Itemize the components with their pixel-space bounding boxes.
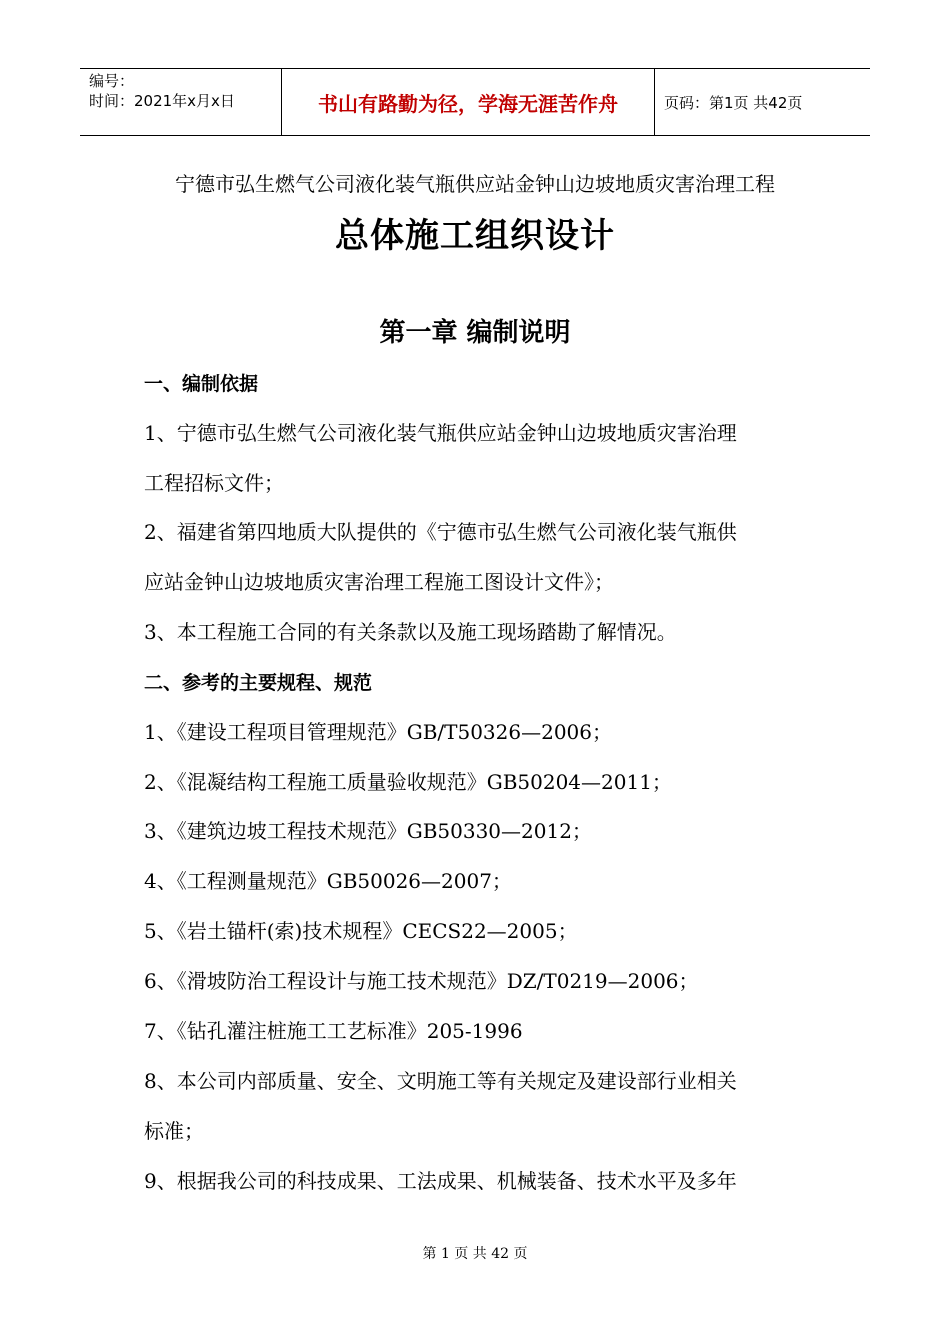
header-motto: 书山有路勤为径，学海无涯苦作舟 [281,69,655,135]
paragraph-line: 工程招标文件； [144,471,284,495]
standard-item: 1、《建设工程项目管理规范》GB/T50326—2006； [144,720,612,744]
header-page-info: 页码：第1页 共42页 [664,94,803,112]
page-footer: 第 1 页 共 42 页 [422,1246,528,1262]
standard-item: 4、《工程测量规范》GB50026—2007； [144,869,512,893]
paragraph-line: 2、福建省第四地质大队提供的《宁德市弘生燃气公司液化装气瓶供 [144,520,737,544]
project-name: 宁德市弘生燃气公司液化装气瓶供应站金钟山边坡地质灾害治理工程 [175,172,775,196]
section-heading-standards: 二、参考的主要规程、规范 [144,672,373,694]
header-meta-cell [80,69,281,135]
page-header-table [80,68,870,136]
paragraph-line: 应站金钟山边坡地质灾害治理工程施工图设计文件》； [144,570,614,594]
section-heading-basis: 一、编制依据 [144,373,259,395]
standard-item: 标准； [144,1119,204,1143]
document-title: 总体施工组织设计 [335,216,615,256]
standard-item: 7、《钻孔灌注桩施工工艺标准》205-1996 [144,1019,523,1043]
standard-item: 5、《岩土锚杆(索)技术规程》CECS22—2005； [144,919,578,943]
paragraph-line: 3、本工程施工合同的有关条款以及施工现场踏勘了解情况。 [144,620,677,644]
standard-item: 8、本公司内部质量、安全、文明施工等有关规定及建设部行业相关 [144,1069,737,1093]
standard-item: 6、《滑坡防治工程设计与施工技术规范》DZ/T0219—2006； [144,969,699,993]
standard-item: 9、根据我公司的科技成果、工法成果、机械装备、技术水平及多年 [144,1169,737,1193]
chapter-title: 第一章 编制说明 [379,318,571,348]
document-time-label: 时间：2021年x月x日 [89,92,235,110]
standard-item: 3、《建筑边坡工程技术规范》GB50330—2012； [144,819,592,843]
document-number-label: 编号： [89,72,135,90]
standard-item: 2、《混凝结构工程施工质量验收规范》GB50204—2011； [144,770,672,794]
paragraph-line: 1、宁德市弘生燃气公司液化装气瓶供应站金钟山边坡地质灾害治理 [144,421,737,445]
